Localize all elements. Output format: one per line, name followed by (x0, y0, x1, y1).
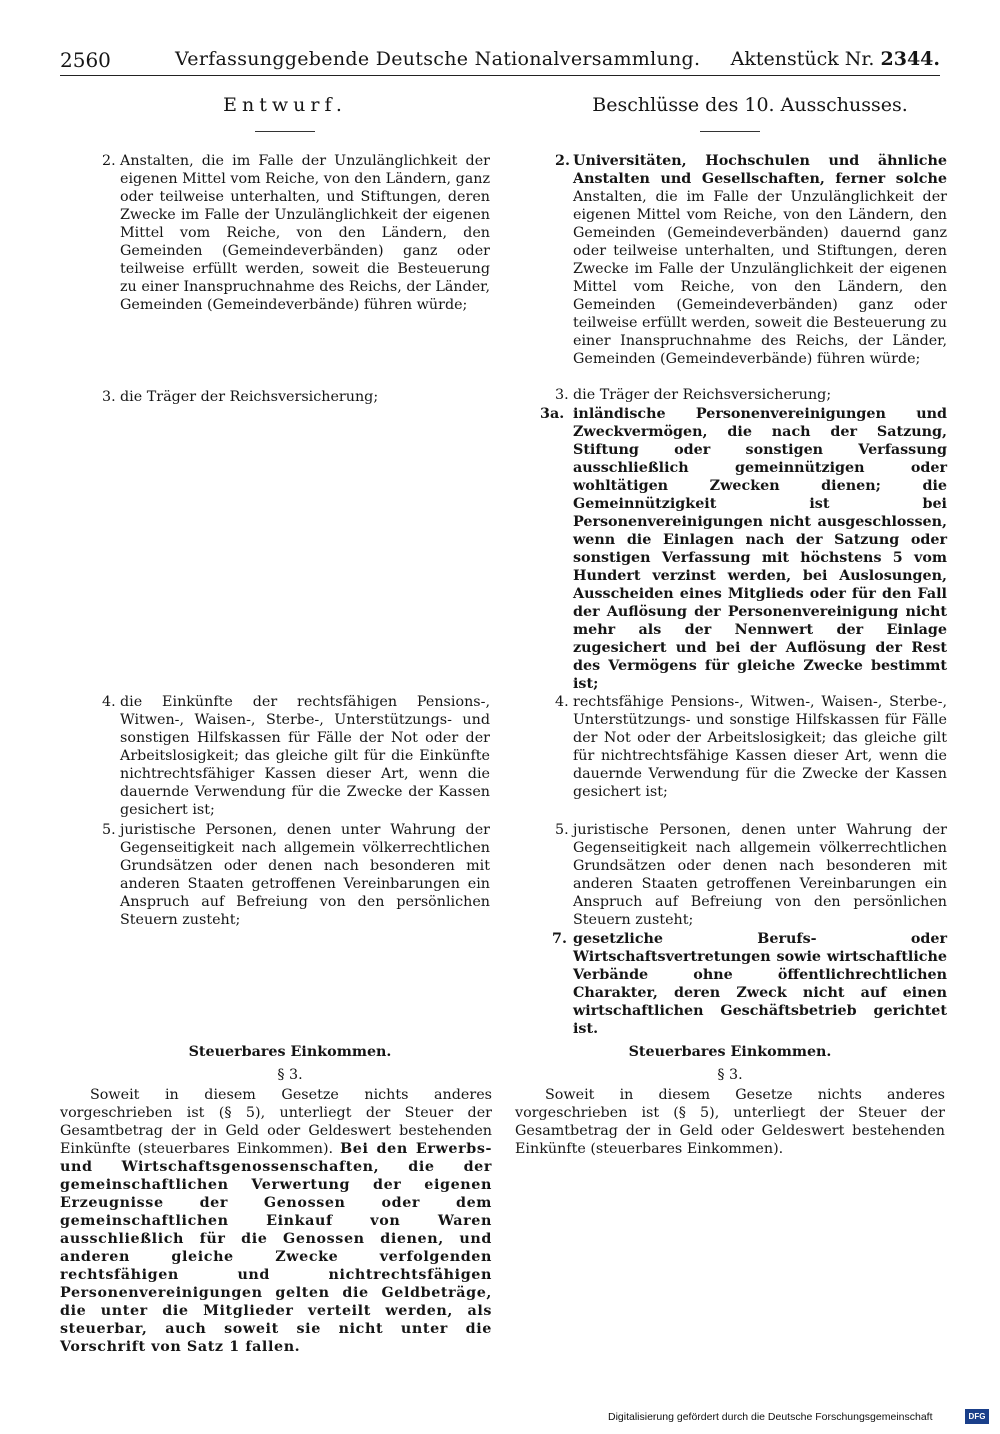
header-rule (60, 75, 940, 76)
left-item-5 (102, 821, 490, 929)
left-paragraph-3-sentence-1: Soweit in diesem Gesetze nichts anderes vorgeschrieben ist (§ 5), unterliegt der Steuer der Gesamtbetrag der in Geld oder Geldeswert bestehenden Einkünfte (steuerbares Einkommen). (60, 1087, 492, 1157)
left-item-2-text: Anstalten, die im Falle der Unzulänglichkeit der eigenen Mittel vom Reiche, von den Ländern, ganz oder teilweise unterhalten, und Stiftungen, deren Zwecke im Falle der Unzulänglichkeit der eigenen Mittel vom Reiche, von den Ländern, den Gemeinden (Gemeindeverbänden) ganz oder teilweise erfüllt werden, soweit die Besteuerung zu einer Inanspruchnahme des Reichs, der Länder, Gemeinden (Gemeindeverbände) führen würde; (120, 153, 490, 313)
right-item-4-text: rechtsfähige Pensions-, Witwen-, Waisen-, Sterbe-, Unterstützungs- und sonstige Hilfskassen für Fälle der Not oder der Arbeitslosigkeit; das gleiche gilt für nichtrechtsfähige Kassen dieser Art, wenn die dauernde Verwendung für die Zwecke der Kassen gesichert ist; (573, 694, 947, 800)
left-paragraph-3-sentence-2: Bei den Erwerbs- und Wirtschaftsgenossenschaften, die der gemeinschaftlichen Verwertung der eigenen Erzeugnisse der Genossen oder dem gemeinschaftlichen Einkauf von Waren ausschließlich für die Genossen dienen, und anderen gleiche Zwecke verfolgenden rechtsfähigen und nichtrechtsfähigen Personenvereinigungen gelten die Geldbeträge, die unter die Mitglieder verteilt werden, als steuerbar, auch soweit sie nicht unter die Vorschrift von Satz 1 fallen. (60, 1141, 493, 1355)
right-column-heading: Beschlüsse des 10. Ausschusses. (592, 94, 908, 116)
left-column-heading: Entwurf. (223, 94, 347, 116)
right-item-3a-number: 3a. (540, 406, 565, 422)
right-item-2-text (573, 152, 947, 368)
left-item-2-number: 2. (102, 153, 116, 169)
right-item-7 (552, 930, 947, 1038)
right-item-3-text: die Träger der Reichsversicherung; (573, 387, 832, 403)
right-heading-divider (700, 131, 760, 132)
left-item-5-number: 5. (102, 822, 116, 838)
right-item-3a (540, 405, 947, 693)
page-number: 2560 (60, 48, 111, 72)
left-item-5-text: juristische Personen, denen unter Wahrung der Gegenseitigkeit nach allgemein völkerrechtlichen Grundsätzen oder denen nach besonderen mit anderen Staaten getroffenen Vereinbarungen ein Anspruch auf Befreiung von den persönlichen Steuern zusteht; (120, 822, 490, 928)
right-item-5-number: 5. (555, 822, 569, 838)
left-item-3-number: 3. (102, 389, 116, 405)
right-paragraph-3: Soweit in diesem Gesetze nichts anderes vorgeschrieben ist (§ 5), unterliegt der Steuer der Gesamtbetrag der in Geld oder Geldeswert bestehenden Einkünfte (steuerbares Einkommen). (515, 1087, 945, 1157)
right-item-2-rest-text: Anstalten, die im Falle der Unzulänglichkeit der eigenen Mittel vom Reiche, von den Ländern, den Gemeinden (Gemeindeverbänden) dauernd ganz oder teilweise unterhalten, und Stiftungen, deren Zwecke im Falle der Unzulänglichkeit der eigenen Mittel vom Reiche, von den Ländern, den Gemeinden (Gemeindeverbänden) ganz oder teilweise erfüllt werden, soweit die Besteuerung zu einer Inanspruchnahme des Reichs, der Länder, Gemeinden (Gemeindeverbände) führen würde; (573, 189, 947, 367)
left-heading-divider (255, 131, 315, 132)
right-item-3 (555, 386, 947, 404)
left-section-title: Steuerbares Einkommen. (188, 1044, 392, 1060)
page-header (60, 48, 940, 76)
left-item-4-text: die Einkünfte der rechtsfähigen Pensions-, Witwen-, Waisen-, Sterbe-, Unterstützungs- und sonstigen Hilfskassen für Fälle der Not oder der Arbeitslosigkeit; das gleiche gilt für die Einkünfte nichtrechtsfähiger Kassen dieser Art, wenn die dauernde Verwendung für die Zwecke der Kassen gesichert ist; (120, 694, 490, 818)
left-item-3-text: die Träger der Reichsversicherung; (120, 389, 379, 405)
aktenstueck-number: 2344. (880, 48, 940, 70)
right-item-3-number: 3. (555, 387, 569, 403)
right-item-4-number: 4. (555, 694, 569, 710)
right-item-2 (555, 152, 947, 368)
right-item-5-text: juristische Personen, denen unter Wahrung der Gegenseitigkeit nach allgemein völkerrechtlichen Grundsätzen oder denen nach besonderen mit anderen Staaten getroffenen Vereinbarungen ein Anspruch auf Befreiung von den persönlichen Steuern zusteht; (573, 822, 947, 928)
header-title: Verfassunggebende Deutsche Nationalversammlung. (175, 48, 701, 70)
right-item-7-text: gesetzliche Berufs- oder Wirtschaftsvertretungen sowie wirtschaftliche Verbände ohne öffentlichrechtlichen Charakter, deren Zweck nicht auf einen wirtschaftlichen Geschäftsbetrieb gerichtet ist. (573, 931, 947, 1037)
right-item-3a-text: inländische Personenvereinigungen und Zweckvermögen, die nach der Satzung, Stiftung oder sonstigen Verfassung ausschließlich gemeinnützigen oder wohltätigen Zwecken dienen; die Gemeinnützigkeit ist bei Personenvereinigungen nicht ausgeschlossen, wenn die Einlagen nach der Satzung oder sonstigen Verfassung mit höchstens 5 vom Hundert verzinst werden, bei Auslosungen, Ausscheiden eines Mitglieds oder für den Fall der Auflösung der Personenvereinigung nicht mehr als der Nennwert der Einlage zugesichert und bei der Auflösung der Rest des Vermögens für gleiche Zwecke bestimmt ist; (573, 406, 947, 692)
left-paragraph-3 (60, 1086, 492, 1356)
left-item-4 (102, 693, 490, 819)
digitization-footer: Digitalisierung gefördert durch die Deutsche Forschungsgemeinschaft (608, 1411, 933, 1423)
left-section-number: § 3. (277, 1067, 303, 1083)
right-item-7-number: 7. (552, 931, 567, 947)
left-item-2 (102, 152, 490, 314)
aktenstueck-label: Aktenstück Nr. (730, 48, 875, 70)
right-item-2-number: 2. (555, 153, 570, 169)
left-item-3 (102, 388, 490, 406)
right-item-2-bold-text: Universitäten, Hochschulen und ähnliche Anstalten und Gesellschaften, ferner solche (573, 153, 947, 187)
right-item-4 (555, 693, 947, 801)
left-item-4-number: 4. (102, 694, 116, 710)
right-item-5 (555, 821, 947, 929)
right-section-number: § 3. (717, 1067, 743, 1083)
aktenstueck-reference (731, 48, 940, 70)
dfg-logo-icon: DFG (965, 1409, 989, 1424)
right-section-title: Steuerbares Einkommen. (628, 1044, 832, 1060)
